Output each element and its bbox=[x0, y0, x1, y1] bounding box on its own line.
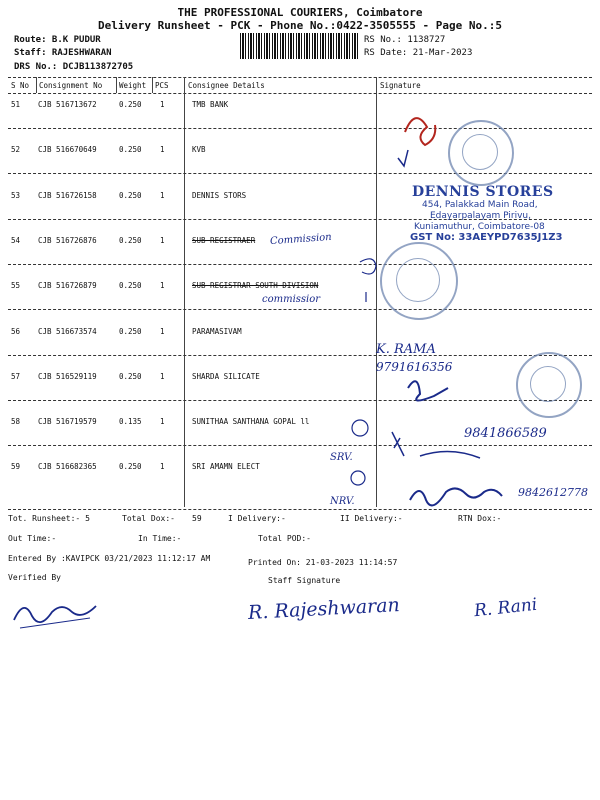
dennis-stamp-addr3: Kuniamuthur, Coimbatore-08 bbox=[414, 222, 545, 232]
row-consignee: SUB REGISTRAR SOUTH DIVISION bbox=[192, 281, 319, 290]
row-weight: 0.250 bbox=[119, 191, 142, 200]
out-time-label: Out Time:- bbox=[8, 534, 57, 543]
row-weight: 0.250 bbox=[119, 327, 142, 336]
in-time-label: In Time:- bbox=[138, 534, 182, 543]
col-header-consignment: Consignment No bbox=[39, 81, 103, 90]
row-sno: 59 bbox=[11, 462, 21, 471]
handwritten-k-rama: K. RAMA bbox=[376, 342, 436, 357]
row-consignee: TMB BANK bbox=[192, 100, 229, 109]
row-pcs: 1 bbox=[160, 191, 165, 200]
company-title: THE PROFESSIONAL COURIERS, Coimbatore bbox=[177, 6, 423, 19]
row-consignment-no: CJB 516670649 bbox=[38, 145, 97, 154]
row-weight: 0.250 bbox=[119, 100, 142, 109]
total-runsheet: Tot. Runsheet:- 5 bbox=[8, 514, 90, 523]
row-sno: 55 bbox=[11, 281, 21, 290]
verified-by-label: Verified By bbox=[8, 573, 61, 582]
row-pcs: 1 bbox=[160, 281, 165, 290]
row-consignment-no: CJB 516682365 bbox=[38, 462, 97, 471]
row-consignee: SHARDA SILICATE bbox=[192, 372, 260, 381]
row-consignment-no: CJB 516673574 bbox=[38, 327, 97, 336]
row-consignment-no: CJB 516719579 bbox=[38, 417, 97, 426]
row-consignee: SRI AMAMN ELECT bbox=[192, 462, 260, 471]
row-consignment-no: CJB 516726876 bbox=[38, 236, 97, 245]
row-pcs: 1 bbox=[160, 145, 165, 154]
row-pcs: 1 bbox=[160, 417, 165, 426]
rtn-dox-label: RTN Dox:- bbox=[458, 514, 502, 523]
total-dox-label: Total Dox:- bbox=[122, 514, 175, 523]
row-weight: 0.250 bbox=[119, 281, 142, 290]
row-weight: 0.135 bbox=[119, 417, 142, 426]
row-weight: 0.250 bbox=[119, 236, 142, 245]
row-weight: 0.250 bbox=[119, 462, 142, 471]
row-sno: 52 bbox=[11, 145, 21, 154]
row-sno: 57 bbox=[11, 372, 21, 381]
row-consignment-no: CJB 516529119 bbox=[38, 372, 97, 381]
handwritten-commission-1: Commission bbox=[269, 231, 333, 248]
handwritten-commission-2: commissior bbox=[262, 294, 321, 305]
rs-date: RS Date: 21-Mar-2023 bbox=[364, 48, 473, 58]
row-pcs: 1 bbox=[160, 462, 165, 471]
dennis-stamp-gst: GST No: 33AEYPD7635J1Z3 bbox=[410, 232, 563, 243]
handwritten-phone-59: 9842612778 bbox=[518, 486, 588, 499]
row-pcs: 1 bbox=[160, 236, 165, 245]
row-sno: 54 bbox=[11, 236, 21, 245]
row-pcs: 1 bbox=[160, 100, 165, 109]
row-pcs: 1 bbox=[160, 372, 165, 381]
col-header-sno: S No bbox=[11, 81, 30, 90]
row-consignee: SUB REGISTRAER bbox=[192, 236, 256, 245]
runsheet-subtitle: Delivery Runsheet - PCK - Phone No.:0422-3505555 - Page No.:5 bbox=[98, 19, 502, 32]
col-header-consignee: Consignee Details bbox=[188, 81, 265, 90]
row-consignment-no: CJB 516726879 bbox=[38, 281, 97, 290]
row-weight: 0.250 bbox=[119, 145, 142, 154]
staff-signature-1: R. Rajeshwaran bbox=[247, 594, 401, 624]
handwritten-phone-57: 9791616356 bbox=[376, 360, 453, 374]
col-header-weight: Weight bbox=[119, 81, 147, 90]
entered-by: Entered By :KAVIPCK 03/21/2023 11:12:17 AM bbox=[8, 554, 211, 563]
row-sno: 56 bbox=[11, 327, 21, 336]
i-delivery-label: I Delivery:- bbox=[228, 514, 286, 523]
staff-label: Staff: RAJESHWARAN bbox=[14, 48, 112, 58]
row-consignee: PARAMASIVAM bbox=[192, 327, 242, 336]
row-consignment-no: CJB 516713672 bbox=[38, 100, 97, 109]
footer-top-line bbox=[8, 509, 592, 510]
dennis-stamp-name: DENNIS STORES bbox=[412, 184, 554, 200]
handwritten-nav: NRV. bbox=[330, 496, 355, 507]
row-consignee: DENNIS STORS bbox=[192, 191, 247, 200]
total-dox-value: 59 bbox=[192, 514, 202, 523]
ii-delivery-label: II Delivery:- bbox=[340, 514, 403, 523]
row-pcs: 1 bbox=[160, 327, 165, 336]
row-sno: 53 bbox=[11, 191, 21, 200]
route-label: Route: B.K PUDUR bbox=[14, 35, 101, 45]
row-consignment-no: CJB 516726158 bbox=[38, 191, 97, 200]
row-consignee: SUNITHAA SANTHANA GOPAL ll bbox=[192, 417, 310, 426]
row-sno: 58 bbox=[11, 417, 21, 426]
col-header-pcs: PCS bbox=[155, 81, 169, 90]
printed-on: Printed On: 21-03-2023 11:14:57 bbox=[248, 558, 398, 567]
row-consignee: KVB bbox=[192, 145, 206, 154]
dennis-stamp-addr2: Edayarpalayam Pirivu, bbox=[430, 211, 531, 221]
handwritten-phone-58: 9841866589 bbox=[464, 426, 547, 441]
row-sno: 51 bbox=[11, 100, 21, 109]
col-header-signature: Signature bbox=[380, 81, 421, 90]
dennis-stamp-addr1: 454, Palakkad Main Road, bbox=[422, 200, 538, 210]
drs-number: DRS No.: DCJB113872705 bbox=[14, 62, 134, 72]
total-pod-label: Total POD:- bbox=[258, 534, 311, 543]
rs-number: RS No.: 1138727 bbox=[364, 35, 446, 45]
staff-signature-2: R. Rani bbox=[473, 594, 539, 622]
staff-signature-label: Staff Signature bbox=[268, 576, 341, 585]
row-weight: 0.250 bbox=[119, 372, 142, 381]
handwritten-srv: SRV. bbox=[330, 452, 353, 463]
